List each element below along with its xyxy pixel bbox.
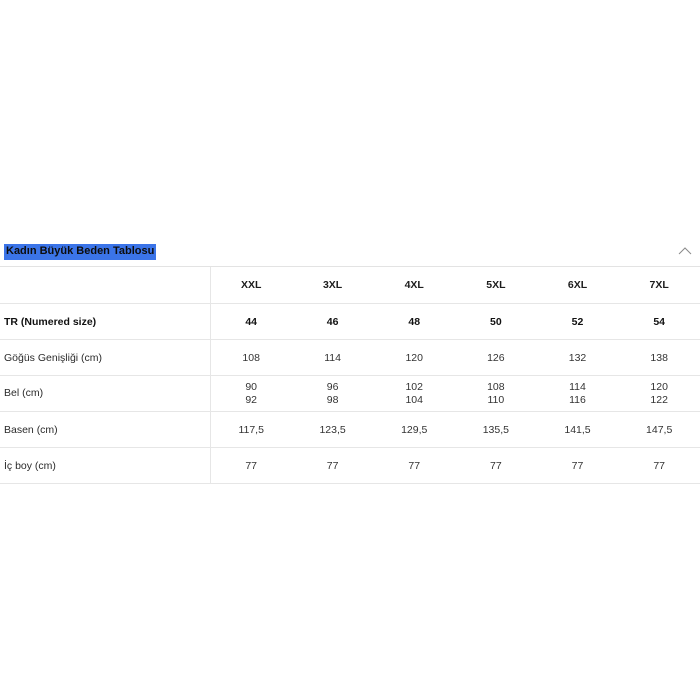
- table-cell-line1: 96: [326, 380, 339, 393]
- table-cell: 54: [618, 304, 700, 340]
- table-cell: 77: [373, 448, 455, 484]
- size-chart-title: Kadın Büyük Beden Tablosu: [4, 244, 156, 260]
- table-cell: 77: [455, 448, 537, 484]
- table-cell: 123,5: [292, 412, 374, 448]
- row-label: TR (Numered size): [0, 304, 210, 340]
- table-cell-line1: 90: [245, 380, 258, 393]
- table-cell: 138: [618, 340, 700, 376]
- table-cell: [618, 376, 700, 412]
- column-header: 6XL: [537, 267, 619, 304]
- table-cell: 129,5: [373, 412, 455, 448]
- table-row: [0, 304, 700, 340]
- table-header-corner: [0, 267, 210, 304]
- table-cell-line1: 102: [405, 380, 423, 393]
- chevron-up-icon[interactable]: [678, 246, 692, 256]
- column-header: 4XL: [373, 267, 455, 304]
- table-cell-line2: 110: [487, 393, 505, 406]
- column-header: 5XL: [455, 267, 537, 304]
- table-row: [0, 412, 700, 448]
- table-cell: 126: [455, 340, 537, 376]
- table-cell: 135,5: [455, 412, 537, 448]
- table-cell: 77: [210, 448, 292, 484]
- table-cell: 77: [618, 448, 700, 484]
- table-cell-line1: 108: [487, 380, 505, 393]
- column-header: 3XL: [292, 267, 374, 304]
- table-cell: [455, 376, 537, 412]
- table-cell: 44: [210, 304, 292, 340]
- table-cell: 50: [455, 304, 537, 340]
- size-chart-header[interactable]: [0, 238, 700, 267]
- row-label: Bel (cm): [0, 376, 210, 412]
- table-cell-line2: 92: [245, 393, 258, 406]
- table-cell: 46: [292, 304, 374, 340]
- column-header: XXL: [210, 267, 292, 304]
- table-cell-line2: 104: [405, 393, 423, 406]
- table-cell-line1: 114: [569, 380, 586, 393]
- table-row: [0, 448, 700, 484]
- row-label: İç boy (cm): [0, 448, 210, 484]
- table-cell: 48: [373, 304, 455, 340]
- table-cell: [210, 376, 292, 412]
- table-cell: 114: [292, 340, 374, 376]
- table-cell: 141,5: [537, 412, 619, 448]
- row-label: Göğüs Genişliği (cm): [0, 340, 210, 376]
- table-cell: [373, 376, 455, 412]
- row-label: Basen (cm): [0, 412, 210, 448]
- table-cell: [537, 376, 619, 412]
- table-row: [0, 340, 700, 376]
- table-header-row: [0, 267, 700, 304]
- table-cell: 147,5: [618, 412, 700, 448]
- table-cell: 77: [537, 448, 619, 484]
- table-cell: 132: [537, 340, 619, 376]
- table-cell-line1: 120: [650, 380, 668, 393]
- table-cell-line2: 122: [650, 393, 668, 406]
- size-chart-panel: [0, 238, 700, 484]
- table-cell-line2: 116: [569, 393, 586, 406]
- table-cell: 52: [537, 304, 619, 340]
- size-table: [0, 267, 700, 484]
- table-cell: 108: [210, 340, 292, 376]
- table-cell: 120: [373, 340, 455, 376]
- column-header: 7XL: [618, 267, 700, 304]
- table-row: [0, 376, 700, 412]
- table-cell: [292, 376, 374, 412]
- table-cell: 77: [292, 448, 374, 484]
- table-cell: 117,5: [210, 412, 292, 448]
- table-cell-line2: 98: [326, 393, 339, 406]
